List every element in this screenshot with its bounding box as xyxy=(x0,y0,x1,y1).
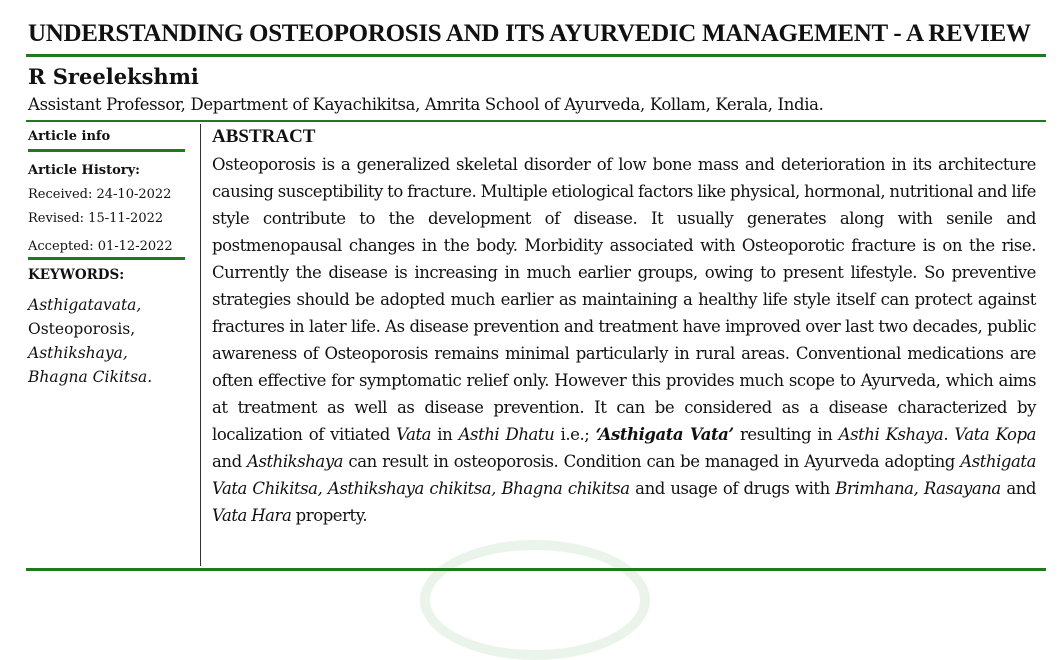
history-divider xyxy=(28,257,185,260)
keyword-item: Asthigatavata, xyxy=(28,296,142,314)
accepted-date: Accepted: 01-12-2022 xyxy=(28,239,173,254)
title-divider xyxy=(26,54,1046,57)
keywords-label: KEYWORDS: xyxy=(28,267,125,283)
abstract-heading: ABSTRACT xyxy=(212,126,316,147)
author-affiliation: Assistant Professor, Department of Kayachikitsa, Amrita School of Ayurveda, Kollam, Kerala, India. xyxy=(28,95,824,114)
article-info-label: Article info xyxy=(28,129,111,144)
revised-date: Revised: 15-11-2022 xyxy=(28,211,164,226)
paper-title: UNDERSTANDING OSTEOPOROSIS AND ITS AYURVEDIC MANAGEMENT - A REVIEW xyxy=(28,20,1031,47)
received-date: Received: 24-10-2022 xyxy=(28,187,172,202)
abstract-text: Osteoporosis is a generalized skeletal disorder of low bone mass and deterioration in its architecture causing susceptibility to fracture. Multiple etiological factors like physical, hormonal, nutritional and life style contribute to the development of disease. It usually generates along with senile and postmenopausal changes in the body. Morbidity associated with Osteoporotic fracture is on the rise. Currently the disease is increasing in much earlier groups, owing to present lifestyle. So preventive strategies should be adopted much earlier as maintaining a healthy life style itself can protect against fractures in later life. As disease prevention and treatment have improved over last two decades, public awareness of Osteoporosis remains minimal particularly in rural areas. Conventional medications are often effective for symptomatic relief only. However this provides much scope to Ayurveda, which aims at treatment as well as disease prevention. It can be considered as a disease characterized by localization of vitiated Vata in Asthi Dhatu i.e.; ‘Asthigata Vata’ resulting in Asthi Kshaya. Vata Kopa and Asthikshaya can result in osteoporosis. Condition can be managed in Ayurveda adopting Asthigata Vata Chikitsa, Asthikshaya chikitsa, Bhagna chikitsa and usage of drugs with Brimhana, Rasayana and Vata Hara property. xyxy=(212,155,1036,525)
article-info-divider xyxy=(28,149,185,152)
abstract-section xyxy=(212,126,1036,529)
column-divider xyxy=(200,124,201,566)
keyword-item: Osteoporosis, xyxy=(28,320,136,338)
article-history xyxy=(28,159,173,259)
history-label: Article History: xyxy=(28,163,140,178)
keywords-list xyxy=(28,293,152,389)
watermark-seal xyxy=(420,540,650,660)
keyword-item: Asthikshaya, xyxy=(28,344,128,362)
footer-divider xyxy=(26,568,1046,571)
author-name: R Sreelekshmi xyxy=(28,64,199,89)
keyword-item: Bhagna Cikitsa. xyxy=(28,368,153,386)
header-divider xyxy=(26,120,1046,122)
